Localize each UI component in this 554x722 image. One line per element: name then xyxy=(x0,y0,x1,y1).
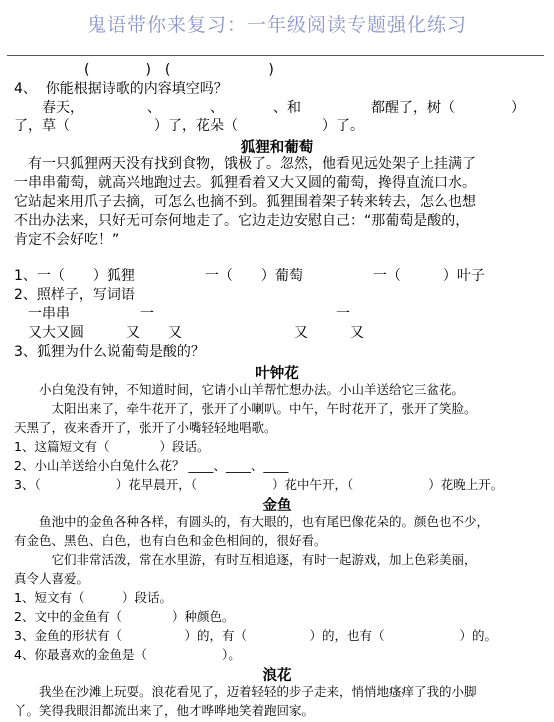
paragraph-line: 鱼池中的金鱼各种各样，有圆头的，有大眼的，也有尾巴像花朵的。颜色也不少， xyxy=(14,514,490,529)
paragraph-line: 天黑了，夜来香开了，张开了小嘴轻轻地唱歌。 xyxy=(14,420,277,435)
question-line: 1、一（ ）狐狸 一（ ）葡萄 一（ ）叶子 xyxy=(14,268,485,284)
paragraph-line: 丫。笑得我眼泪都流出来了，他才哗哗地笑着跑回家。 xyxy=(14,703,315,718)
paragraph-line: 有一只狐狸两天没有找到食物，饿极了。忽然，他看见远处架子上挂满了 xyxy=(14,156,476,172)
text-line: 又大又圆 又 又 又 又 xyxy=(14,325,364,341)
section-heading-fox: 狐狸和葡萄 xyxy=(240,139,314,156)
section-heading-clock-flower: 叶钟花 xyxy=(255,365,299,382)
paragraph-line: 肯定不会好吃！” xyxy=(14,232,120,248)
question-line: 1、这篇短文有（ ）段话。 xyxy=(14,439,210,454)
paragraph-line: 一串串葡萄，就高兴地跑过去。狐狸看着又大又圆的葡萄，搀得直流口水。 xyxy=(14,175,476,191)
question-line: 3、（ ）花早晨开，（ ）花中午开，（ ）花晚上开。 xyxy=(14,477,504,492)
paragraph-line: 它们非常活泼，常在水里游，有时互相追逐，有时一起游戏，加上色彩美丽， xyxy=(14,552,477,567)
page-header xyxy=(0,0,554,58)
paragraph-line: 它站起来用爪子去摘，可怎么也摘不到。狐狸围着架子转来转去，怎么也想 xyxy=(14,194,476,210)
question-line: 4、你最喜欢的金鱼是（ ）。 xyxy=(14,647,241,662)
paragraph-line: 有金色、黑色、白色，也有白色和金色相间的，很好看。 xyxy=(14,533,327,548)
question-line: 2、文中的金鱼有（ ）种颜色。 xyxy=(14,609,235,624)
question-line: 2、照样子，写词语 xyxy=(14,287,135,303)
section-heading-wave: 浪花 xyxy=(262,667,292,684)
text-line: 一串串 一 一 xyxy=(14,306,350,322)
question-line: 3、金鱼的形状有（ ）的，有（ ）的，也有（ ）的。 xyxy=(14,628,497,643)
text-line: 了，草（ ）了，花朵（ ）了。 xyxy=(14,118,364,134)
paragraph-line: 小白兔没有钟，不知道时间，它请小山羊帮忙想办法。小山羊送给它三盆花。 xyxy=(14,382,465,397)
question-line: 1、短文有（ ）段话。 xyxy=(14,590,172,605)
question-line: 3、狐狸为什么说葡萄是酸的？ xyxy=(14,344,205,360)
text-line: 春天， 、 、 、和 都醒了，树（ ） xyxy=(14,100,525,116)
paragraph-line: 太阳出来了，牵牛花开了，张开了小喇叭。中午，午时花开了，张开了笑脸。 xyxy=(14,401,477,416)
header-rule xyxy=(7,55,544,56)
question-line: 4、 你能根据诗歌的内容填空吗？ xyxy=(14,81,228,97)
section-heading-goldfish: 金鱼 xyxy=(262,497,292,514)
paragraph-line: 不出办法来，只好无可奈何地走了。它边走边安慰自己：“那葡萄是酸的， xyxy=(14,213,470,229)
paragraph-line: 真令人喜爱。 xyxy=(14,571,90,586)
question-line: 2、小山羊送给小白兔什么花？ ____、____、____ xyxy=(14,458,289,473)
page-title: 鬼语带你来复习：一年级阅读专题强化练习 xyxy=(86,14,467,36)
text-line: ( ) ( ) xyxy=(14,62,274,78)
paragraph-line: 我坐在沙滩上玩耍。浪花看见了，迈着轻轻的步子走来，悄悄地瘙痒了我的小脚 xyxy=(14,684,477,699)
